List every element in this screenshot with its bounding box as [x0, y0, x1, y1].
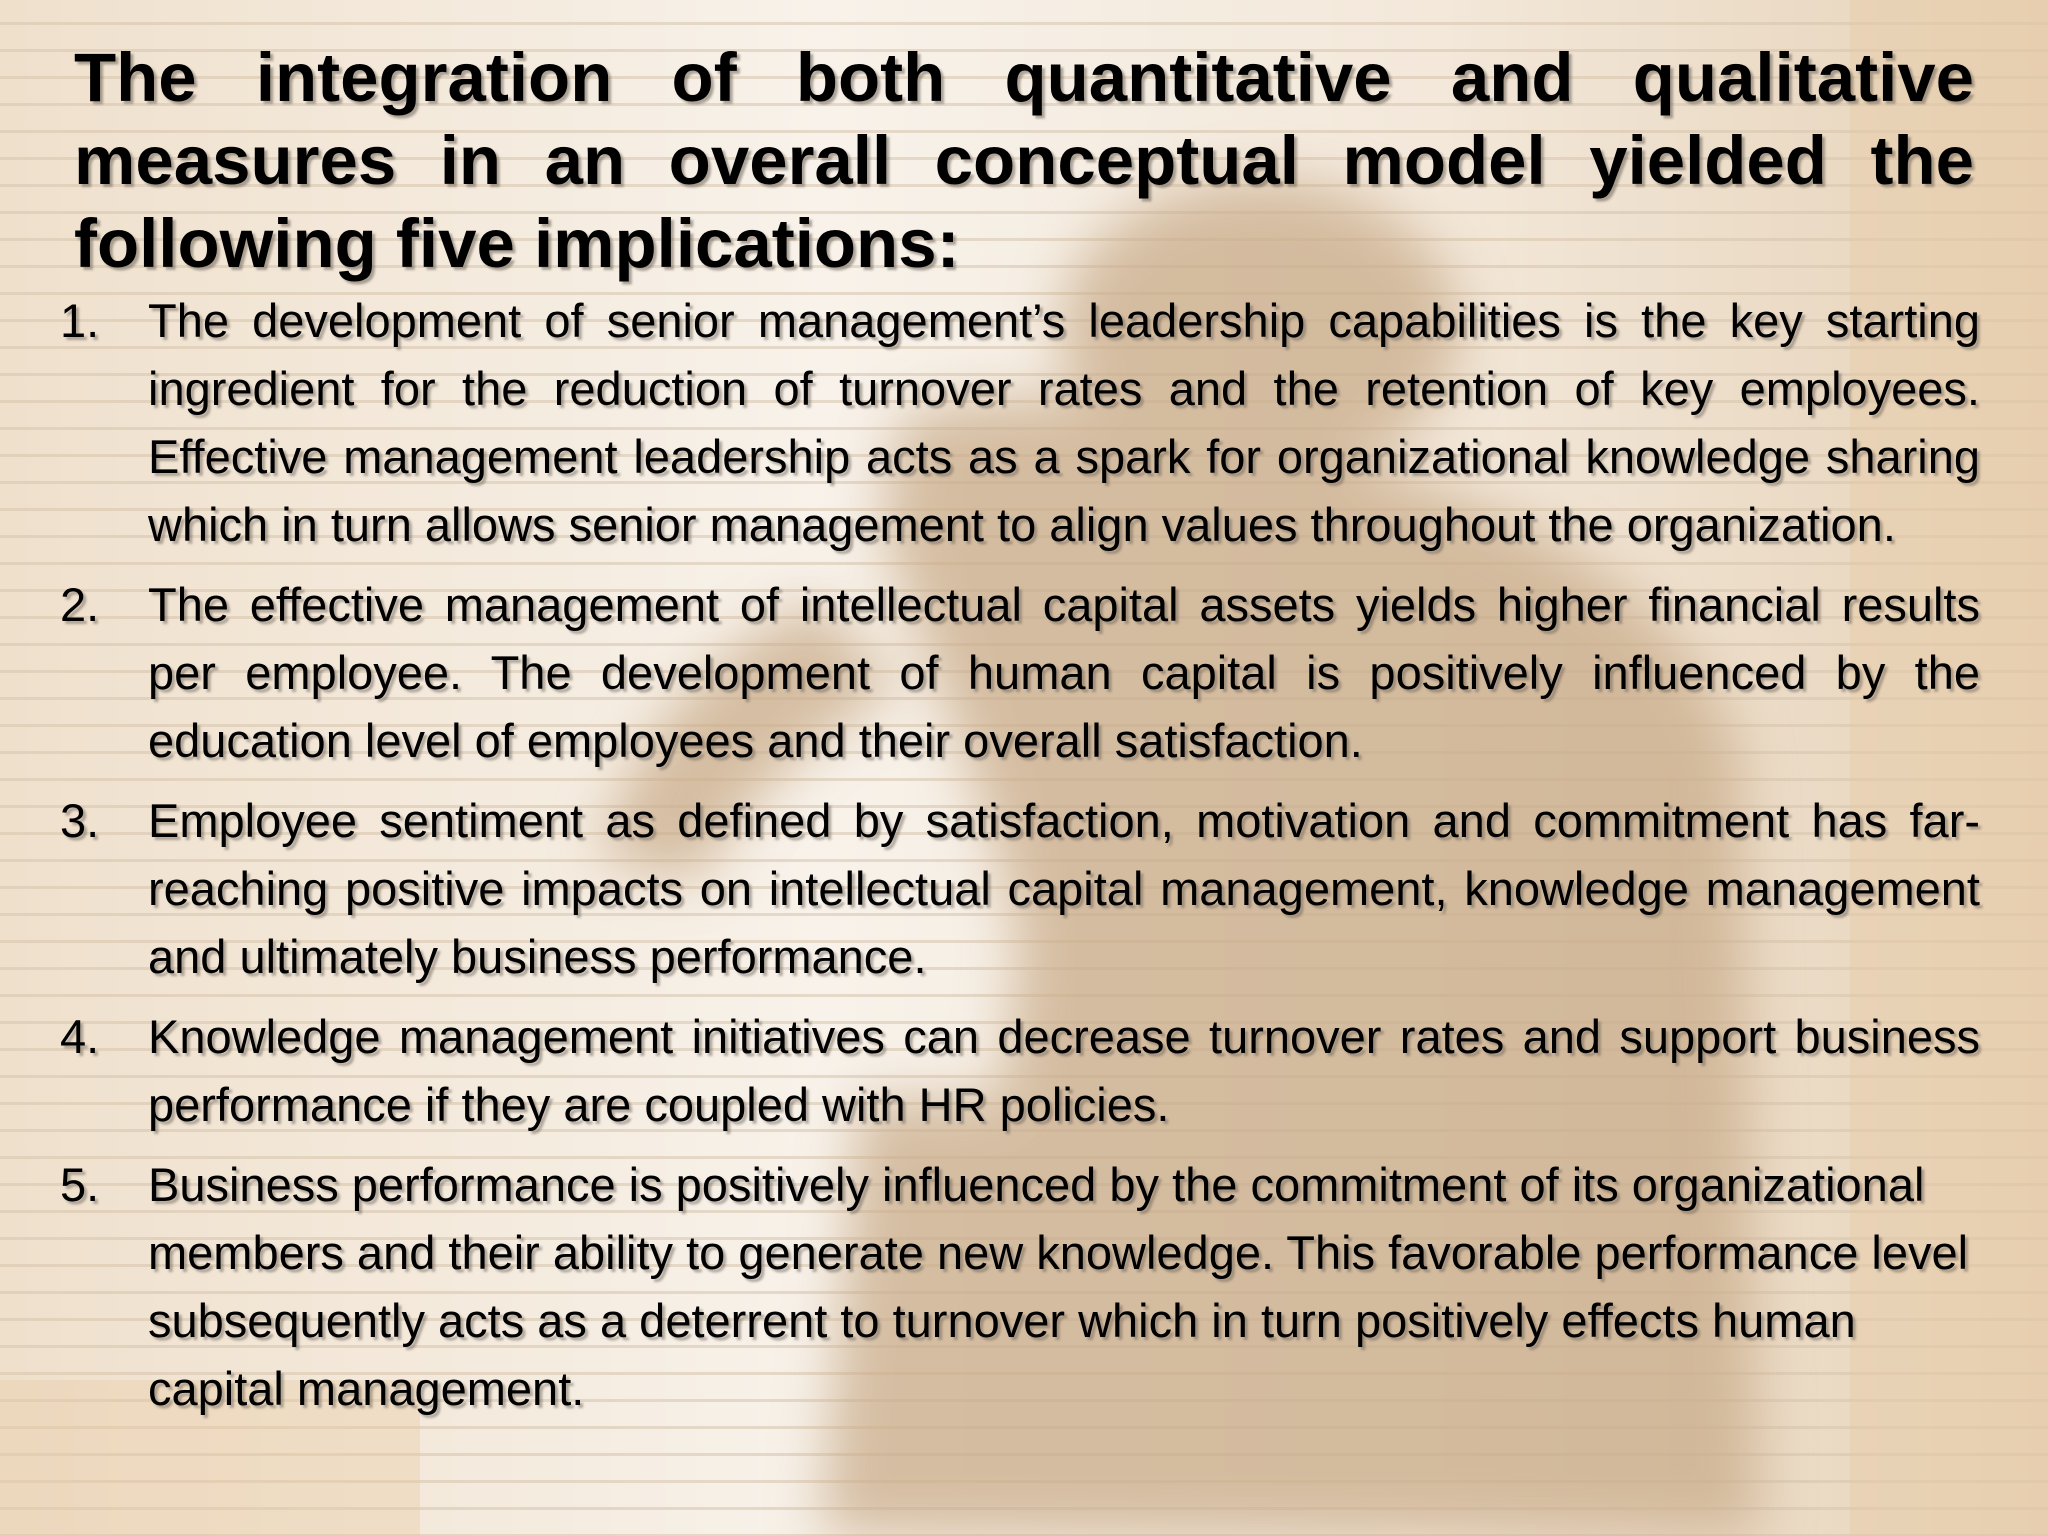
list-item — [60, 571, 1980, 775]
list-item-number: 2. — [60, 578, 100, 631]
list-item — [60, 1003, 1980, 1139]
list-item-number: 1. — [60, 294, 100, 347]
list-item-text: Employee sentiment as defined by satisfaction, motivation and commitment has far- reaching positive impacts on intellectual capital management, knowledge management and ultimately business performance. — [148, 794, 1980, 983]
list-item-number: 3. — [60, 794, 100, 847]
slide-title: The integration of both quantitative and qualitative measures in an overall conceptual model yielded the following five implications: — [74, 39, 1974, 282]
list-item-text: The development of senior management’s leadership capabilities is the key starting ingredient for the reduction of turnover rates and the retention of key employees. Effective management leadership acts as a spark for organizational knowledge sharing which in turn allows senior management to align values throughout the organization. — [148, 294, 1980, 551]
list-item — [60, 1151, 1980, 1423]
list-item — [60, 287, 1980, 559]
list-item — [60, 787, 1980, 991]
list-item-number: 5. — [60, 1158, 100, 1211]
list-item-text: Business performance is positively influenced by the commitment of its organizational members and their ability to generate new knowledge. This favorable performance level subsequently acts as a deterrent to turnover which in turn positively effects human capital management. — [148, 1158, 1969, 1415]
list-item-text: The effective management of intellectual capital assets yields higher financial results per employee. The development of human capital is positively influenced by the education level of employees and their overall satisfaction. — [148, 578, 1980, 767]
list-item-text: Knowledge management initiatives can decrease turnover rates and support business performance if they are coupled with HR policies. — [148, 1010, 1980, 1131]
list-item-number: 4. — [60, 1010, 100, 1063]
implications-list — [60, 287, 1980, 1435]
